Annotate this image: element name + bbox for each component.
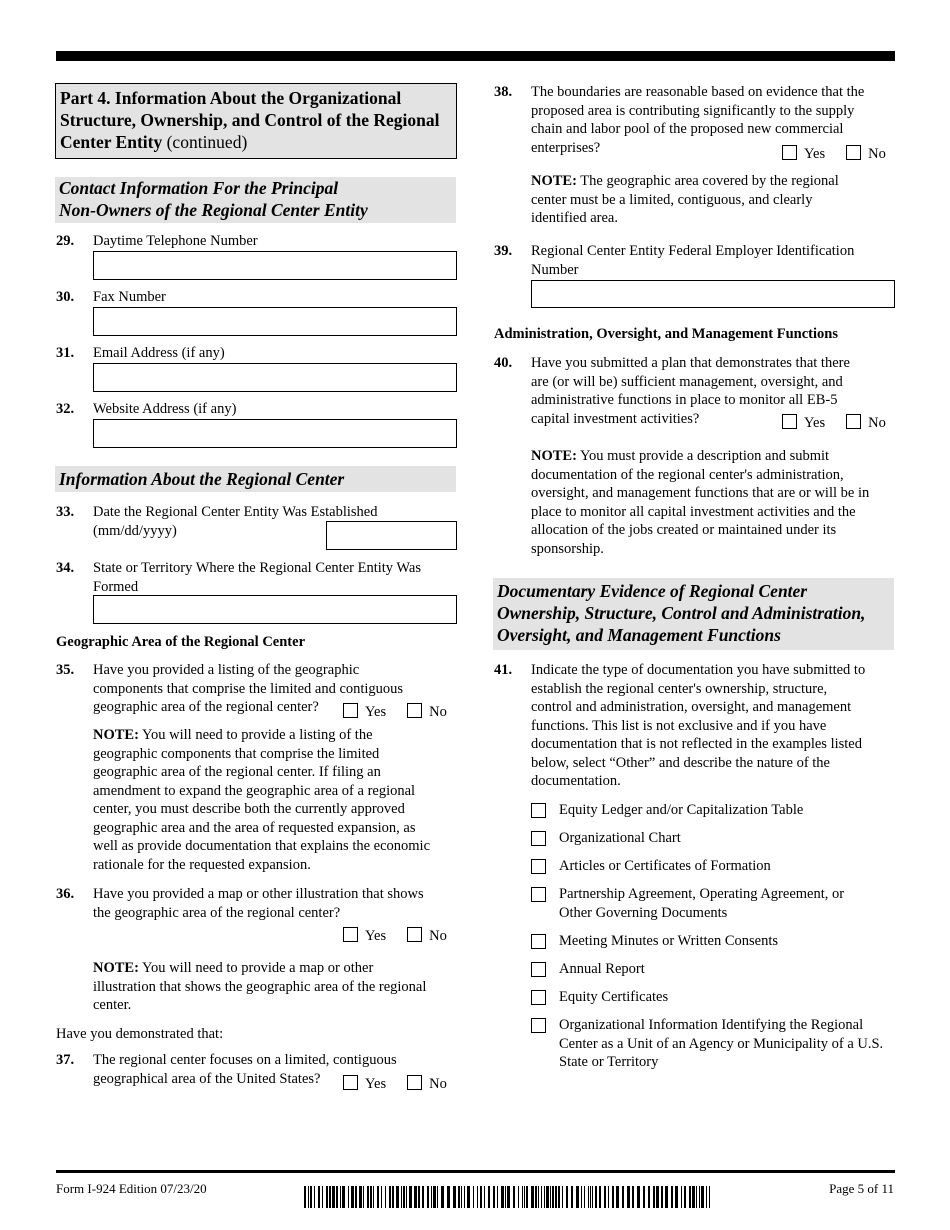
note-line: identified area.: [531, 210, 618, 226]
top-rule: [56, 51, 895, 61]
q41-line: establish the regional center's ownership, structure,: [531, 680, 828, 697]
q35-yes-checkbox[interactable]: [343, 703, 358, 718]
q33-label-line2: (mm/dd/yyyy): [93, 522, 177, 539]
note-line: well as provide documentation that explains the economic: [93, 838, 431, 854]
contact-header-line1: Contact Information For the Principal: [59, 178, 339, 198]
q33-number: 33.: [56, 504, 75, 520]
established-date-field[interactable]: [326, 521, 457, 550]
option-label: Meeting Minutes or Written Consents: [559, 933, 779, 949]
option-label: Partnership Agreement, Operating Agreement, or Other Governing Documents: [559, 886, 845, 921]
org-chart-checkbox[interactable]: [531, 831, 546, 846]
part-header: [55, 83, 457, 159]
barcode-icon: [304, 1186, 712, 1208]
q36-line: Have you provided a map or other illustration that shows: [93, 886, 424, 902]
minutes-checkbox[interactable]: [531, 934, 546, 949]
note-line: place to monitor all capital investment activities and the: [531, 503, 856, 520]
q40-number: 40.: [494, 355, 513, 371]
note-line: The geographic area covered by the regional: [576, 173, 839, 189]
no-label: No: [429, 928, 447, 944]
q35-yes-no: [343, 703, 447, 722]
annual-report-checkbox[interactable]: [531, 962, 546, 977]
yes-label: Yes: [365, 1076, 387, 1092]
option-label: Organizational Information Identifying the Regional Center as a Unit of an Agency or Municipality of a U.S. State or Territory: [559, 1017, 884, 1070]
option-label: Articles or Certificates of Formation: [559, 858, 771, 874]
no-label: No: [429, 704, 447, 720]
yes-label: Yes: [804, 146, 826, 162]
note-line: documentation of the regional center's administration,: [531, 466, 844, 483]
page-number: Page 5 of 11: [829, 1181, 894, 1196]
option-label: Annual Report: [559, 961, 645, 977]
fein-field[interactable]: [531, 280, 895, 308]
q38-no-checkbox[interactable]: [846, 145, 861, 160]
q38-line: proposed area is contributing significantly to the supply: [531, 102, 855, 119]
q29-number: 29.: [56, 233, 75, 249]
q39-label-line1: Regional Center Entity Federal Employer Identification: [531, 243, 855, 259]
email-field[interactable]: [93, 363, 457, 392]
q36-number: 36.: [56, 886, 75, 902]
q38-note: [531, 172, 896, 228]
q40-note: [531, 447, 901, 558]
note-line: geographic area of the regional center. If filing an: [93, 764, 381, 780]
q40-line: capital investment activities?: [531, 410, 700, 427]
yes-label: Yes: [365, 704, 387, 720]
q38-line: enterprises?: [531, 139, 601, 156]
note-line: center must be a limited, contiguous, and clearly: [531, 191, 813, 208]
q36-line: the geographic area of the regional center?: [93, 904, 341, 921]
option-label: Equity Ledger and/or Capitalization Table: [559, 802, 804, 818]
note-line: sponsorship.: [531, 540, 604, 557]
q35-line: geographic area of the regional center?: [93, 699, 319, 715]
articles-checkbox[interactable]: [531, 859, 546, 874]
note-line: You must provide a description and submit: [576, 448, 830, 464]
q37-number: 37.: [56, 1052, 75, 1068]
q37-line: geographical area of the United States?: [93, 1070, 321, 1087]
doc-header-line: Documentary Evidence of Regional Center: [497, 581, 808, 601]
q38-line: chain and labor pool of the proposed new commercial: [531, 121, 844, 137]
q39-label: [531, 242, 854, 279]
q41-number: 41.: [494, 662, 513, 678]
option-label: Equity Certificates: [559, 989, 669, 1005]
q41-line: functions. This list is not exclusive and if you have: [531, 717, 827, 734]
q34-label-line2: Formed: [93, 578, 139, 595]
note-line: geographic components that comprise the limited: [93, 745, 380, 762]
note-line: rationale for the requested expansion.: [93, 856, 311, 873]
q40-yes-checkbox[interactable]: [782, 414, 797, 429]
q41-line: documentation that is not reflected in the examples listed: [531, 736, 862, 752]
q36-note: [93, 959, 458, 1015]
q36-question: [93, 885, 455, 922]
q38-yes-no: [782, 145, 886, 164]
q36-no-checkbox[interactable]: [407, 927, 422, 942]
note-line: center, you must describe both the currently approved: [93, 801, 405, 817]
q38-yes-checkbox[interactable]: [782, 145, 797, 160]
q38-number: 38.: [494, 84, 513, 100]
q34-number: 34.: [56, 560, 75, 576]
q33-label-line1: Date the Regional Center Entity Was Established: [93, 504, 378, 520]
q36-yes-no: [343, 927, 447, 946]
q41-line: documentation.: [531, 773, 621, 789]
note-label: NOTE:: [531, 173, 577, 189]
no-label: No: [429, 1076, 447, 1092]
note-label: NOTE:: [93, 960, 139, 976]
q32-label: Website Address (if any): [93, 401, 237, 417]
org-info-checkbox[interactable]: [531, 1018, 546, 1033]
website-field[interactable]: [93, 419, 457, 448]
q35-line: components that comprise the limited and contiguous: [93, 680, 404, 697]
q40-line: administrative functions in place to monitor all EB-5: [531, 392, 838, 408]
equity-certs-checkbox[interactable]: [531, 990, 546, 1005]
geo-subheading: Geographic Area of the Regional Center: [56, 634, 306, 650]
q31-label: Email Address (if any): [93, 345, 225, 361]
contact-header-line2: Non-Owners of the Regional Center Entity: [59, 200, 368, 220]
note-line: oversight, and management functions that are or will be in: [531, 485, 870, 501]
q41-line: Indicate the type of documentation you have submitted to: [531, 662, 866, 678]
q37-yes-no: [343, 1075, 447, 1094]
note-label: NOTE:: [93, 727, 139, 743]
q37-line: The regional center focuses on a limited, contiguous: [93, 1052, 397, 1068]
option-label: Organizational Chart: [559, 830, 681, 846]
demonstrated-intro: Have you demonstrated that:: [56, 1026, 224, 1042]
q40-yes-no: [782, 414, 886, 433]
form-edition: Form I-924 Edition 07/23/20: [56, 1181, 207, 1196]
q32-number: 32.: [56, 401, 75, 417]
doc-section-header: [493, 578, 894, 650]
no-label: No: [868, 415, 886, 431]
admin-subheading: Administration, Oversight, and Management Functions: [494, 326, 838, 342]
yes-label: Yes: [804, 415, 826, 431]
doc-header-line: Oversight, and Management Functions: [497, 625, 781, 645]
phone-field[interactable]: [93, 251, 457, 280]
q35-line: Have you provided a listing of the geographic: [93, 662, 360, 678]
equity-ledger-checkbox[interactable]: [531, 803, 546, 818]
rc-section-header: Information About the Regional Center: [55, 466, 456, 492]
no-label: No: [868, 146, 886, 162]
q40-line: Have you submitted a plan that demonstrates that there: [531, 355, 850, 371]
note-line: geographic area and the area of requested expansion, as: [93, 819, 416, 836]
q36-yes-checkbox[interactable]: [343, 927, 358, 942]
q37-yes-checkbox[interactable]: [343, 1075, 358, 1090]
note-label: NOTE:: [531, 448, 577, 464]
q35-no-checkbox[interactable]: [407, 703, 422, 718]
contact-section-header: [55, 177, 456, 223]
note-line: amendment to expand the geographic area of a regional: [93, 782, 416, 799]
q37-no-checkbox[interactable]: [407, 1075, 422, 1090]
q39-label-line2: Number: [531, 261, 579, 278]
q31-number: 31.: [56, 345, 75, 361]
partnership-checkbox[interactable]: [531, 887, 546, 902]
q29-label: Daytime Telephone Number: [93, 233, 258, 249]
q41-line: control and administration, oversight, and management: [531, 699, 852, 715]
q34-label: [93, 559, 421, 596]
q40-no-checkbox[interactable]: [846, 414, 861, 429]
q38-line: The boundaries are reasonable based on evidence that the: [531, 84, 865, 100]
note-line: center.: [93, 997, 132, 1013]
footer-rule: [56, 1170, 895, 1173]
q35-number: 35.: [56, 662, 75, 678]
note-line: You will need to provide a listing of the: [138, 727, 373, 743]
q30-label: Fax Number: [93, 289, 166, 305]
q34-label-line1: State or Territory Where the Regional Center Entity Was: [93, 560, 422, 576]
q39-number: 39.: [494, 243, 513, 259]
part-title: Part 4. Information About the Organizational Structure, Ownership, and Control of the Regional Center Entity: [60, 88, 440, 152]
note-line: allocation of the jobs created or maintained under its: [531, 522, 837, 538]
q41-question: [531, 661, 901, 791]
fax-field[interactable]: [93, 307, 457, 336]
note-line: illustration that shows the geographic area of the regional: [93, 978, 427, 995]
part-continued: (continued): [166, 132, 248, 152]
q35-note: [93, 726, 458, 874]
yes-label: Yes: [365, 928, 387, 944]
doc-header-line: Ownership, Structure, Control and Administration,: [497, 603, 866, 623]
q30-number: 30.: [56, 289, 75, 305]
note-line: You will need to provide a map or other: [138, 960, 374, 976]
q41-line: below, select “Other” and describe the nature of the: [531, 754, 830, 771]
state-formed-field[interactable]: [93, 595, 457, 624]
q40-line: are (or will be) sufficient management, oversight, and: [531, 373, 843, 390]
